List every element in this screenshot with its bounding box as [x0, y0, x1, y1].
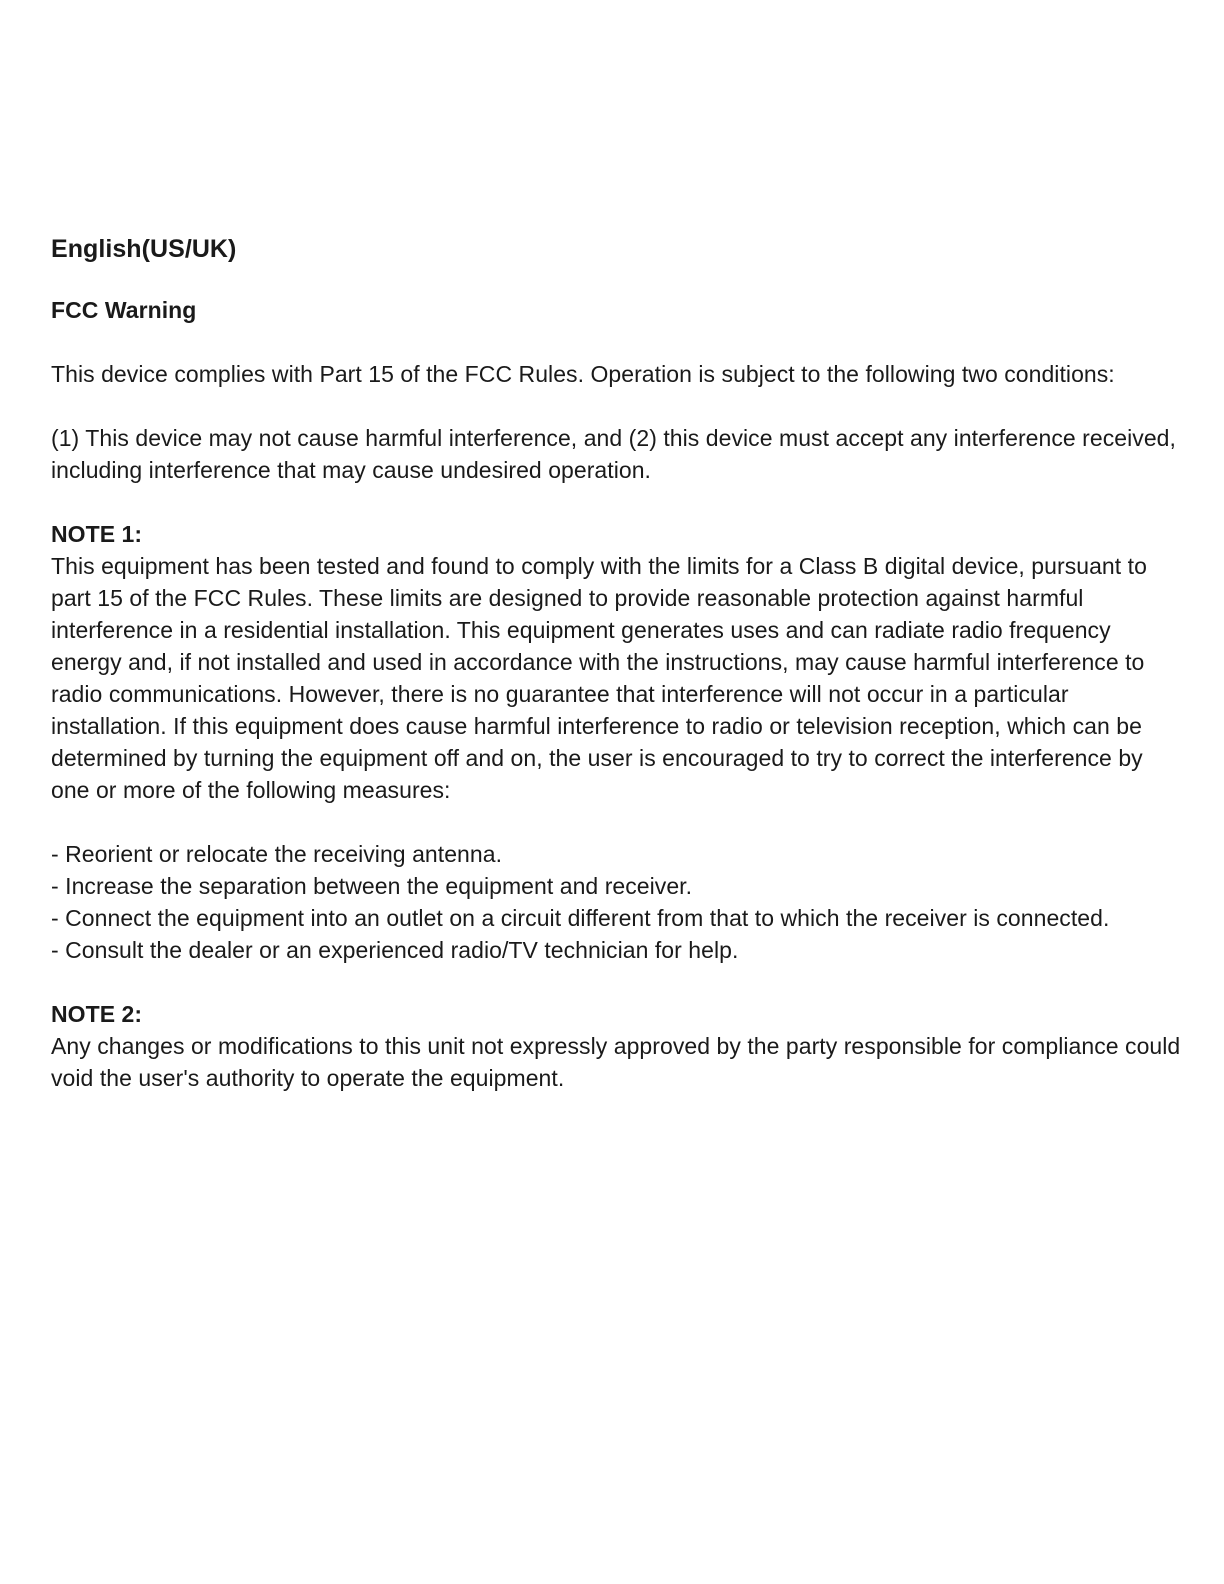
note-1-block — [51, 518, 1181, 806]
fcc-warning-heading: FCC Warning — [51, 297, 197, 323]
note-1-text: This equipment has been tested and found to comply with the limits for a Class B digital device, pursuant to part 15 of the FCC Rules. These limits are designed to provide reasonable protection against harmful interference in a residential installation. This equipment generates uses and can radiate radio frequency energy and, if not installed and used in accordance with the instructions, may cause harmful interference to radio communications. However, there is no guarantee that interference will not occur in a particular installation. If this equipment does cause harmful interference to radio or television reception, which can be determined by turning the equipment off and on, the user is encouraged to try to correct the interference by one or more of the following measures: — [51, 553, 1147, 803]
measure-item: - Connect the equipment into an outlet on a circuit different from that to which the receiver is connected. — [51, 905, 1110, 931]
note-1-label: NOTE 1: — [51, 521, 143, 547]
conditions-paragraph: (1) This device may not cause harmful interference, and (2) this device must accept any interference received, including interference that may cause undesired operation. — [51, 425, 1176, 483]
measure-item: - Reorient or relocate the receiving antenna. — [51, 841, 503, 867]
measures-list — [51, 838, 1181, 966]
measure-item: - Increase the separation between the equipment and receiver. — [51, 873, 693, 899]
note-2-text: Any changes or modifications to this unit not expressly approved by the party responsible for compliance could void the user's authority to operate the equipment. — [51, 1033, 1181, 1091]
language-heading: English(US/UK) — [51, 235, 237, 263]
note-2-label: NOTE 2: — [51, 1001, 143, 1027]
fcc-document — [51, 232, 1181, 1126]
measure-item: - Consult the dealer or an experienced radio/TV technician for help. — [51, 937, 739, 963]
intro-paragraph: This device complies with Part 15 of the FCC Rules. Operation is subject to the following two conditions: — [51, 361, 1115, 387]
note-2-block — [51, 998, 1181, 1094]
